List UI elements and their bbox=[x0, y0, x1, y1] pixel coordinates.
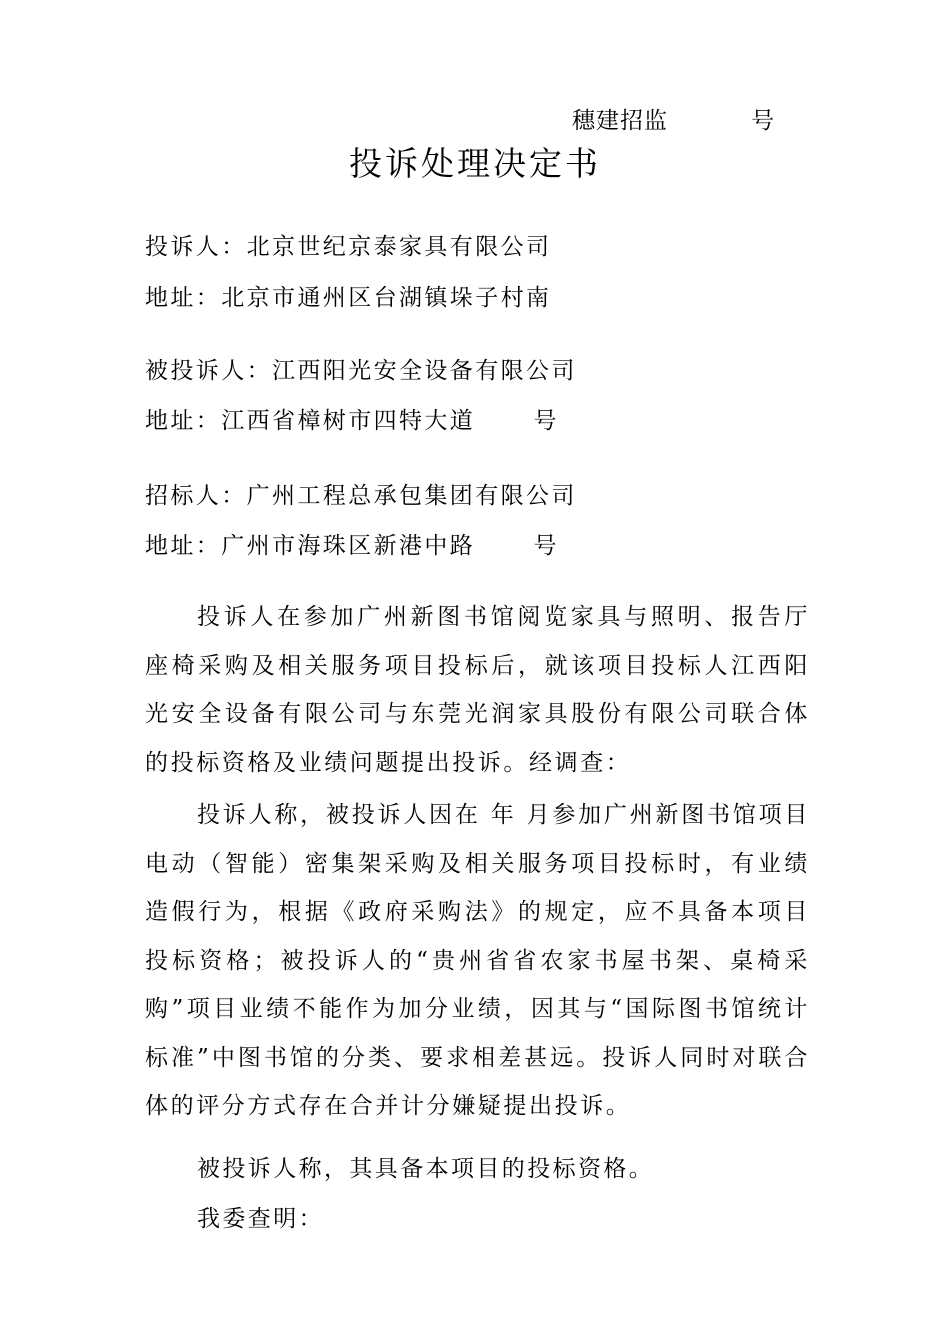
tenderer-name: 招标人：广州工程总承包集团有限公司 bbox=[145, 483, 577, 509]
body-paragraph-response: 被投诉人称，其具备本项目的投标资格。 bbox=[197, 1156, 655, 1182]
body-paragraph-findings: 我委查明： bbox=[197, 1206, 324, 1232]
document-title: 投诉处理决定书 bbox=[349, 144, 601, 183]
respondent-address: 地址：江西省樟树市四特大道 号 bbox=[145, 408, 559, 434]
body-paragraph-complaint: 投诉人称，被投诉人因在 年 月参加广州新图书馆项目电动（智能）密集架采购及相关服务项目投标时，有业绩造假行为，根据《政府采购法》的规定，应不具备本项目投标资格；被投诉人的“贵州省省农家书屋书架、桌椅采购”项目业绩不能作为加分业绩，因其与“国际图书馆统计标准”中图书馆的分类、要求相差甚远。投诉人同时对联合体的评分方式存在合并计分嫌疑提出投诉。 bbox=[145, 802, 810, 1119]
complainant-address: 地址：北京市通州区台湖镇垛子村南 bbox=[145, 285, 552, 311]
complainant-name: 投诉人：北京世纪京泰家具有限公司 bbox=[145, 234, 552, 260]
document-number: 穗建招监 号 bbox=[572, 108, 776, 134]
tenderer-address: 地址：广州市海珠区新港中路 号 bbox=[145, 533, 559, 559]
respondent-name: 被投诉人：江西阳光安全设备有限公司 bbox=[145, 358, 577, 384]
body-paragraph-investigation: 投诉人在参加广州新图书馆阅览家具与照明、报告厅座椅采购及相关服务项目投标后，就该项目投标人江西阳光安全设备有限公司与东莞光润家具股份有限公司联合体的投标资格及业绩问题提出投诉。经调查： bbox=[145, 604, 810, 776]
